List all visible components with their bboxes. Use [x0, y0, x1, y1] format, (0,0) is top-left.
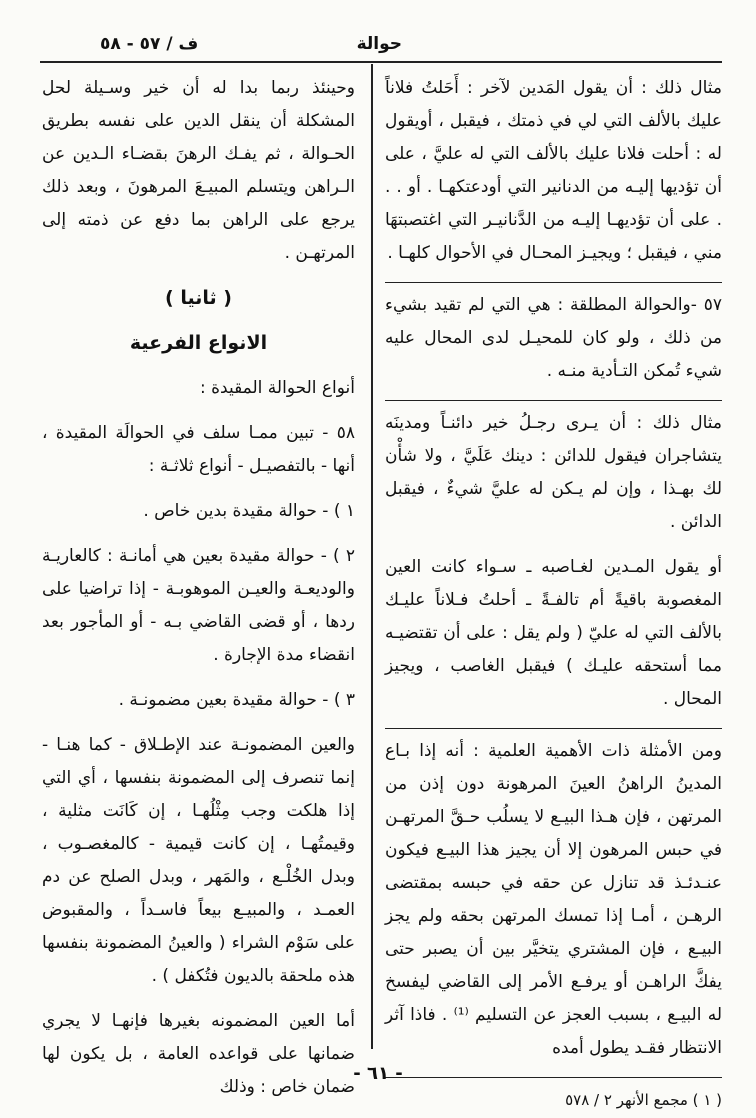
paragraph: أنواع الحوالة المقيدة :	[199, 378, 355, 398]
paragraph: ٥٧ -والحوالة المطلقة : هي التي لم تقيد بشيء من ذلك ، ولو كان للمحيـل لدى المحال عليه شيء تُمكن التـأدية منـه .	[385, 295, 722, 381]
divider	[385, 282, 722, 283]
list-item: ٣ ) - حوالة مقيدة بعين مضمونـة .	[118, 690, 355, 710]
paragraph: ٥٨ - تبين ممـا سلف في الحوالَة المقيدة ، أنها - بالتفصيـل - أنواع ثلاثـة :	[42, 423, 355, 476]
paragraph: أما العين المضمونه بغيرها فإنهـا لا يجري ضمانها على قواعده العامة ، بل يكون لها ضمان خاص : وذلك	[42, 1011, 355, 1097]
paragraph: وحينئذ ربما بدا له أن خير وسـيلة لحل المشكلة أن ينقل الدين على نفسه بطريق الحـوالة ، ثم يفـك الرهنَ بقضـاء الـدين عن الـراهن ويتسلم المبيـعَ المرهونَ ، وبعد ذلك يرجع على الراهن بما دفع عن ذمته إلى المرتهـن .	[42, 78, 355, 263]
divider	[385, 400, 722, 401]
section-heading: ( ثانيا )	[165, 287, 232, 309]
paragraph: ومن الأمثلة ذات الأهمية العلمية : أنه إذا بـاع المدينُ الراهنُ العينَ المرهونة دون إذن من المرتهن ، فإن هـذا البيـع لا يسلُب حـقَّ المرتهـن في حبس المرهون إلا أن يجيز هذا البيـع فيكون عنـدئـذ قد تنازل عن حقه في حبسه بمقتضى الرهـن ، أمـا إذا تمسك المرتهن بحقه ولم يجز البيـع ، فإن المشتري يتخيَّر بين أن يصبر حتى يفكَّ الراهـن أو يرفـع الأمر إلى القاضي ليفسخ له البيـع ، بسبب العجز عن التسليم ⁽¹⁾ . فاذا آثر الانتظار فقـد يطول أمده	[385, 741, 722, 1058]
section-subheading: الانواع الفرعية	[129, 332, 268, 354]
running-title: حوالة	[356, 34, 402, 54]
section-reference: ف / ٥٧ - ٥٨	[100, 34, 199, 54]
list-item: ١ ) - حوالة مقيدة بدين خاص .	[143, 501, 355, 521]
paragraph: مثال ذلك : أن يـرى رجـلُ خير دائنـاً ومدينَه يتشاجران فيقول للدائن : دينك عَلَيَّ ، ولا شأْن لك بهـذا ، وإن لم يـكن له عليَّ شيءٌ ، فيقبل الدائن .	[385, 413, 722, 532]
paragraph: مثال ذلك : أن يقول المَدين لآخر : أَحَلتُ فلاناً عليك بالألف التي لي في ذمتك ، فيقبل ، أويقول له : أحلت فلانا عليك بالألف التي له عليَّ ، على أن تؤديها إليـه من الدنانير التي أودعتكهـا . أو . . . على أن تؤديهـا إليـه من الدَّنانيـر التي اغتصبتهَا مني ، فيقبل ؛ ويجيـز المحـال في الأحوال كلهـا .	[385, 78, 722, 263]
page-header	[40, 34, 722, 58]
paragraph: والعين المضمونـة عند الإطـلاق - كما هنـا - إنما تنصرف إلى المضمونة بنفسها ، أي التي إذا هلكت وجب مِثْلُهـا ، إن كَانَت مثلية ، وقيمتُهـا ، إن كانت قيمية - كالمغصـوب ، وبدل الخُلْـع ، والمَهر ، وبدل الصلح عن دم العمـد ، والمبيـع بيعاً فاسـداً ، والمقبوض على سَوْم الشراء ( والعينُ المضمونة بنفسها هذه ملحقة بالديون فتُكفل ) .	[42, 735, 355, 986]
left-column	[42, 72, 355, 1116]
footnote: ( ١ ) مجمع الأنهر ٢ / ٥٧٨	[565, 1091, 722, 1109]
paragraph: أو يقول المـدين لغـاصبه ـ سـواء كانت العين المغصوبة باقيةً أم تالفـةً ـ أحلتُ فـلاناً عليـك بالألف التي له عليّ ( ولم يقل : على أن تقتضيـه مما أستحقه عليـك ) فيقبل الغاصب ، ويجيز المحال .	[385, 557, 722, 709]
right-column	[385, 72, 722, 1117]
page-number: - ٦١ -	[353, 1063, 403, 1084]
column-separator	[371, 64, 373, 1049]
header-rule	[40, 61, 722, 63]
divider	[385, 728, 722, 729]
list-item: ٢ ) - حوالة مقيدة بعين هي أمانـة : كالعاريـة والوديعـة والعيـن الموهوبـة - إذا تراضيا على ردها ، أو قضى القاضي بـه - أو المأجور بعد انقضاء مدة الإجارة .	[42, 546, 355, 665]
